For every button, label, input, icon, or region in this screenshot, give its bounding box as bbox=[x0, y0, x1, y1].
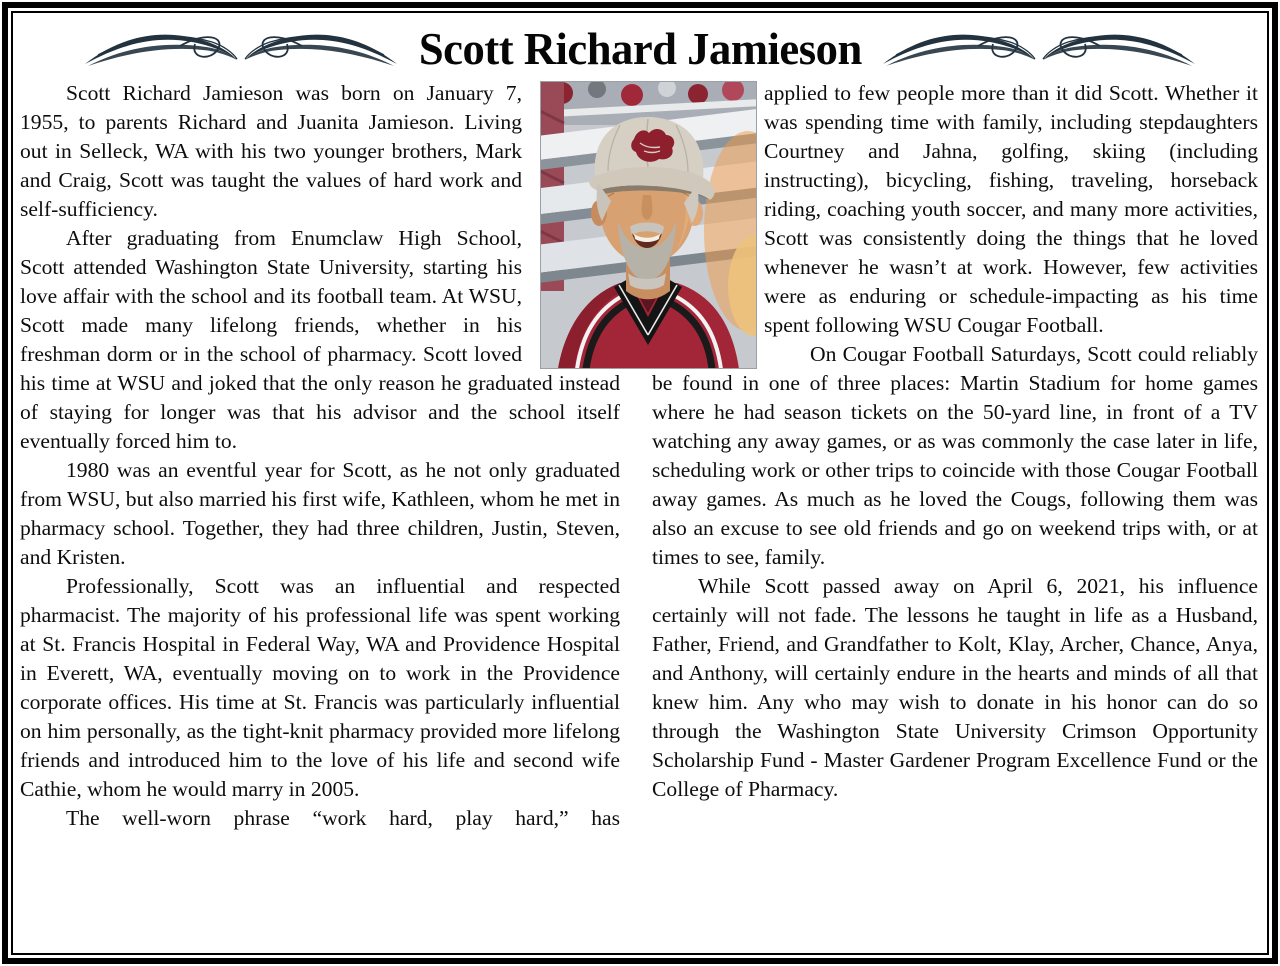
portrait-photo bbox=[540, 81, 757, 369]
obituary-paragraph: applied to few people more than it did Scott. Whether it was spending time with family, including stepdaughters Courtney and Jahna, golfing, skiing (including instructing), bicycling, fishing, traveling, horseback riding, coaching youth soccer, and many more activities, Scott was consistently doing the things that he loved whenever he wasn’t at work. However, few activities were as enduring or schedule-impacting as his time spent following WSU Cougar Football. bbox=[764, 81, 1258, 337]
flourish-right-icon bbox=[880, 25, 1198, 71]
obituary-paragraph: 1980 was an eventful year for Scott, as he not only graduated from WSU, but also married his first wife, Kathleen, whom he met in pharmacy school. Together, they had three children, Justin, Steven, and Kristen. bbox=[20, 458, 620, 569]
flourish-left-icon bbox=[82, 25, 400, 71]
obituary-paragraph: After graduating from Enumclaw High School, Scott attended Washington State University, starting his love affair with the school and its football team. At WSU, Scott made many lifelong friends, whether in his freshman dorm or in the school of pharmacy. Scott loved his time at WSU and joked that the only reason he graduated instead of staying for longer was that his advisor and the school itself eventually forced him to. bbox=[20, 226, 620, 453]
masthead bbox=[19, 13, 1261, 79]
obituary-paragraph: On Cougar Football Saturdays, Scott could reliably be found in one of three places: Martin Stadium for home games where he had season tickets on the 50-yard line, in front of a TV watching any away games, or as was commonly the case later in life, scheduling work or other trips to coincide with those Cougar Football away games. As much as he loved the Cougs, following them was also an excuse to see old friends and go on weekend trips with, or at times to see, family. bbox=[652, 342, 1258, 569]
obituary-title: Scott Richard Jamieson bbox=[418, 22, 862, 74]
obituary-paragraph: Scott Richard Jamieson was born on January 7, 1955, to parents Richard and Juanita Jamieson. Living out in Selleck, WA with his two younger brothers, Mark and Craig, Scott was taught the values of hard work and self-sufficiency. bbox=[20, 81, 522, 221]
column-left bbox=[20, 79, 620, 833]
obituary-paragraph: Professionally, Scott was an influential and respected pharmacist. The majority of his professional life was spent working at St. Francis Hospital in Federal Way, WA and Providence Hospital in Everett, WA, eventually moving on to work in the Providence corporate offices. His time at St. Francis was particularly influential on him personally, as the tight-knit pharmacy provided more lifelong friends and introduced him to the love of his life and second wife Cathie, whom he would marry in 2005. bbox=[20, 574, 620, 801]
obituary-paragraph: The well-worn phrase “work hard, play hard,” has bbox=[66, 806, 620, 830]
portrait-photo-illustration bbox=[540, 81, 757, 369]
obituary-paragraph: While Scott passed away on April 6, 2021, his influence certainly will not fade. The lessons he taught in life as a Husband, Father, Friend, and Grandfather to Kolt, Klay, Archer, Chance, Anya, and Anthony, will certainly endure in the hearts and minds of all that knew him. Any who may wish to donate in his honor can do so through the Washington State University Crimson Opportunity Scholarship Fund - Master Gardener Program Excellence Fund or the College of Pharmacy. bbox=[652, 574, 1258, 801]
